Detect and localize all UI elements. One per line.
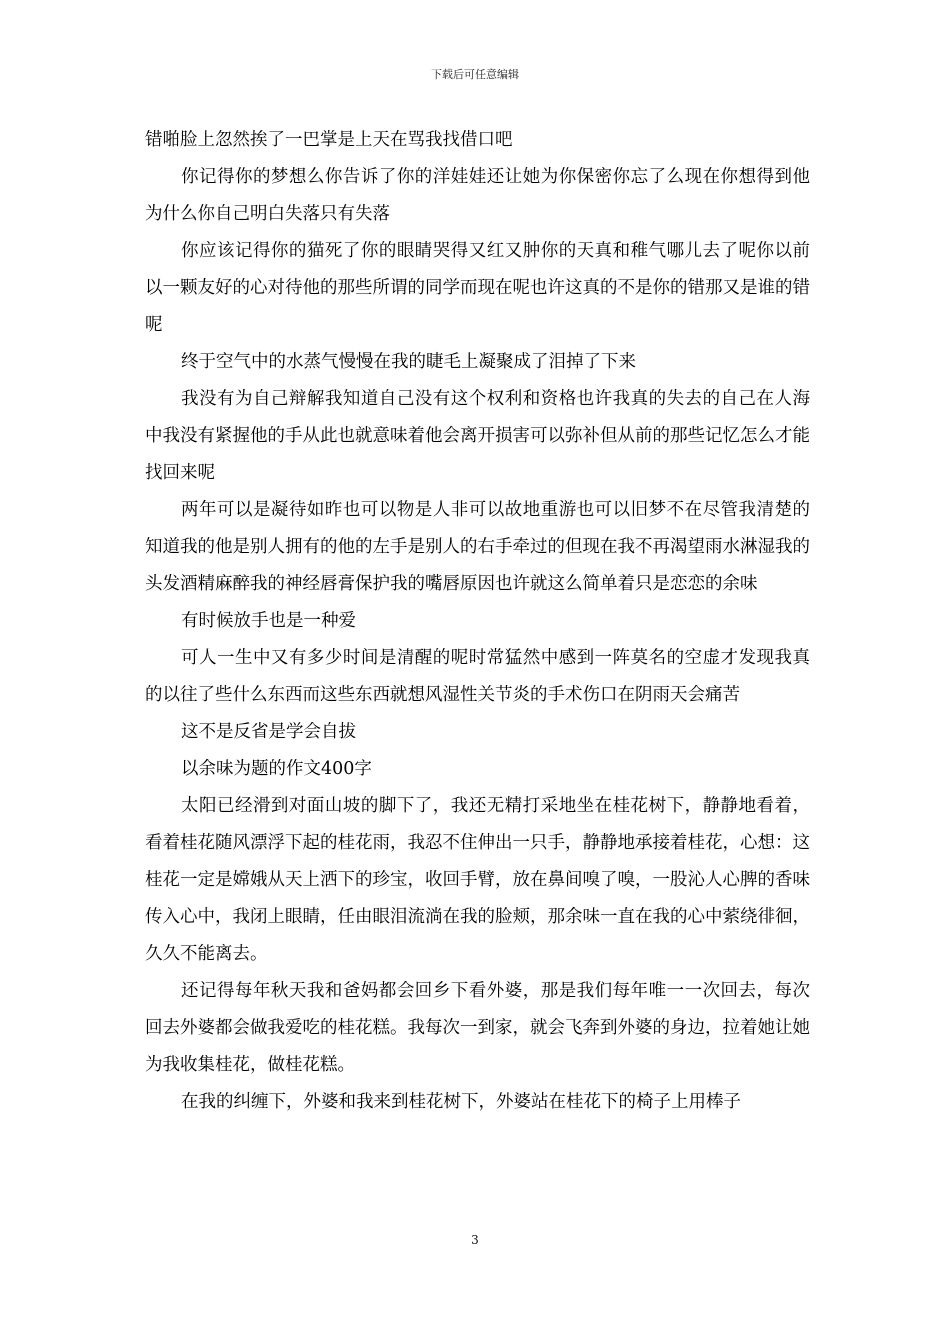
paragraph: 有时候放手也是一种爱 [181,611,356,631]
paragraph: 我没有为自己辩解我知道自己没有这个权利和资格也许我真的失去的自己在人海中我没有紧握他的手从此也就意味着他会离开损害可以弥补但从前的那些记忆怎么才能找回来呢 [145,389,810,483]
paragraph: 终于空气中的水蒸气慢慢在我的睫毛上凝聚成了泪掉了下来 [181,352,636,372]
paragraph: 你应该记得你的猫死了你的眼睛哭得又红又肿你的天真和稚气哪儿去了呢你以前以一颗友好的心对待他的那些所谓的同学而现在呢也许这真的不是你的错那又是谁的错呢 [145,241,810,335]
paragraph: 可人一生中又有多少时间是清醒的呢时常猛然中感到一阵莫名的空虚才发现我真的以往了些什么东西而这些东西就想风湿性关节炎的手术伤口在阴雨天会痛苦 [145,648,810,705]
paragraph: 这不是反省是学会自拔 [181,722,356,742]
paragraph: 还记得每年秋天我和爸妈都会回乡下看外婆，那是我们每年唯一一次回去，每次回去外婆都会做我爱吃的桂花糕。我每次一到家，就会飞奔到外婆的身边，拉着她让她为我收集桂花，做桂花糕。 [145,981,810,1075]
paragraph: 错啪脸上忽然挨了一巴掌是上天在骂我找借口吧 [145,130,513,150]
paragraph: 在我的纠缠下，外婆和我来到桂花树下，外婆站在桂花下的椅子上用棒子 [181,1092,741,1112]
document-body [145,122,810,1121]
page-number: 3 [471,1233,479,1247]
paragraph: 你记得你的梦想么你告诉了你的洋娃娃还让她为你保密你忘了么现在你想得到他为什么你自己明白失落只有失落 [145,167,810,224]
paragraph: 太阳已经滑到对面山坡的脚下了，我还无精打采地坐在桂花树下，静静地看着，看着桂花随风漂浮下起的桂花雨，我忍不住伸出一只手，静静地承接着桂花，心想：这桂花一定是嫦娥从天上洒下的珍宝，收回手臂，放在鼻间嗅了嗅，一股沁人心脾的香味传入心中，我闭上眼睛，任由眼泪流淌在我的脸颊，那余味一直在我的心中萦绕徘徊，久久不能离去。 [145,796,810,964]
paragraph: 两年可以是凝待如昨也可以物是人非可以故地重游也可以旧梦不在尽管我清楚的知道我的他是别人拥有的他的左手是别人的右手牵过的但现在我不再渴望雨水淋湿我的头发酒精麻醉我的神经唇膏保护我的嘴唇原因也许就这么简单着只是恋恋的余味 [145,500,810,594]
section-heading: 以余味为题的作文400字 [181,759,372,779]
page-header-note: 下载后可任意编辑 [431,68,519,81]
